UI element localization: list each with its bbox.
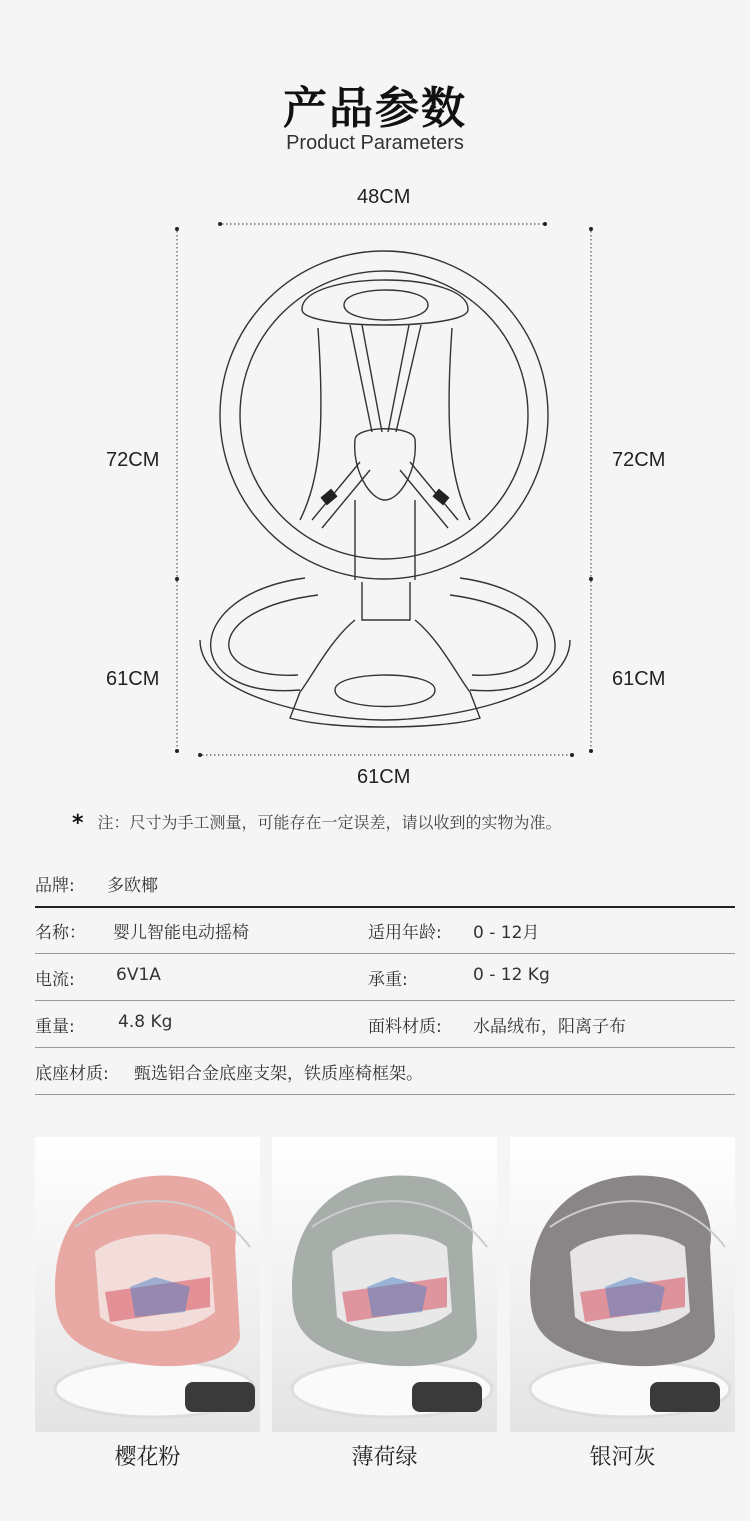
dimension-bottom-width: 61CM (357, 766, 411, 788)
page-subtitle: Product Parameters (286, 132, 464, 154)
brand-label: 品牌: (35, 876, 75, 896)
current-value: 6V1A (116, 965, 161, 985)
fabric-value: 水晶绒布，阳离子布 (473, 1017, 626, 1037)
product-photo-pink (35, 1137, 260, 1432)
spec-row-current (35, 953, 735, 1001)
weight-value: 4.8 Kg (118, 1012, 173, 1032)
color-caption-grey: 银河灰 (589, 1445, 656, 1470)
base-value: 甄选铝合金底座支架，铁质座椅框架。 (134, 1064, 423, 1084)
spec-row-brand (35, 859, 735, 908)
dimension-right-upper-height: 72CM (612, 449, 666, 471)
color-caption-pink: 樱花粉 (114, 1445, 181, 1470)
spec-row-weight (35, 1000, 735, 1048)
product-photo-green (272, 1137, 497, 1432)
spec-row-name (35, 906, 735, 954)
spec-row-base (35, 1047, 735, 1095)
name-value: 婴儿智能电动摇椅 (113, 923, 249, 943)
name-label: 名称： (35, 923, 86, 943)
dimension-top-width: 48CM (357, 186, 411, 208)
current-label: 电流: (35, 970, 75, 990)
load-label: 承重: (368, 970, 408, 990)
note-text: 注：尺寸为手工测量，可能存在一定误差，请以收到的实物为准。 (97, 813, 562, 832)
load-value: 0 - 12 Kg (473, 965, 550, 985)
page-title: 产品参数 (283, 83, 467, 134)
base-label: 底座材质: (35, 1064, 109, 1084)
product-photo-grey (510, 1137, 735, 1432)
age-value: 0 - 12月 (473, 923, 540, 943)
dimension-left-upper-height: 72CM (106, 449, 160, 471)
brand-value: 多欧椰 (107, 876, 158, 896)
dimension-right-lower-height: 61CM (612, 668, 666, 690)
age-label: 适用年龄: (368, 923, 442, 943)
weight-label: 重量: (35, 1017, 75, 1037)
dimension-left-lower-height: 61CM (106, 668, 160, 690)
measurement-note (72, 810, 562, 836)
asterisk-icon: * (72, 811, 84, 836)
color-caption-green: 薄荷绿 (351, 1445, 418, 1470)
fabric-label: 面料材质: (368, 1017, 442, 1037)
